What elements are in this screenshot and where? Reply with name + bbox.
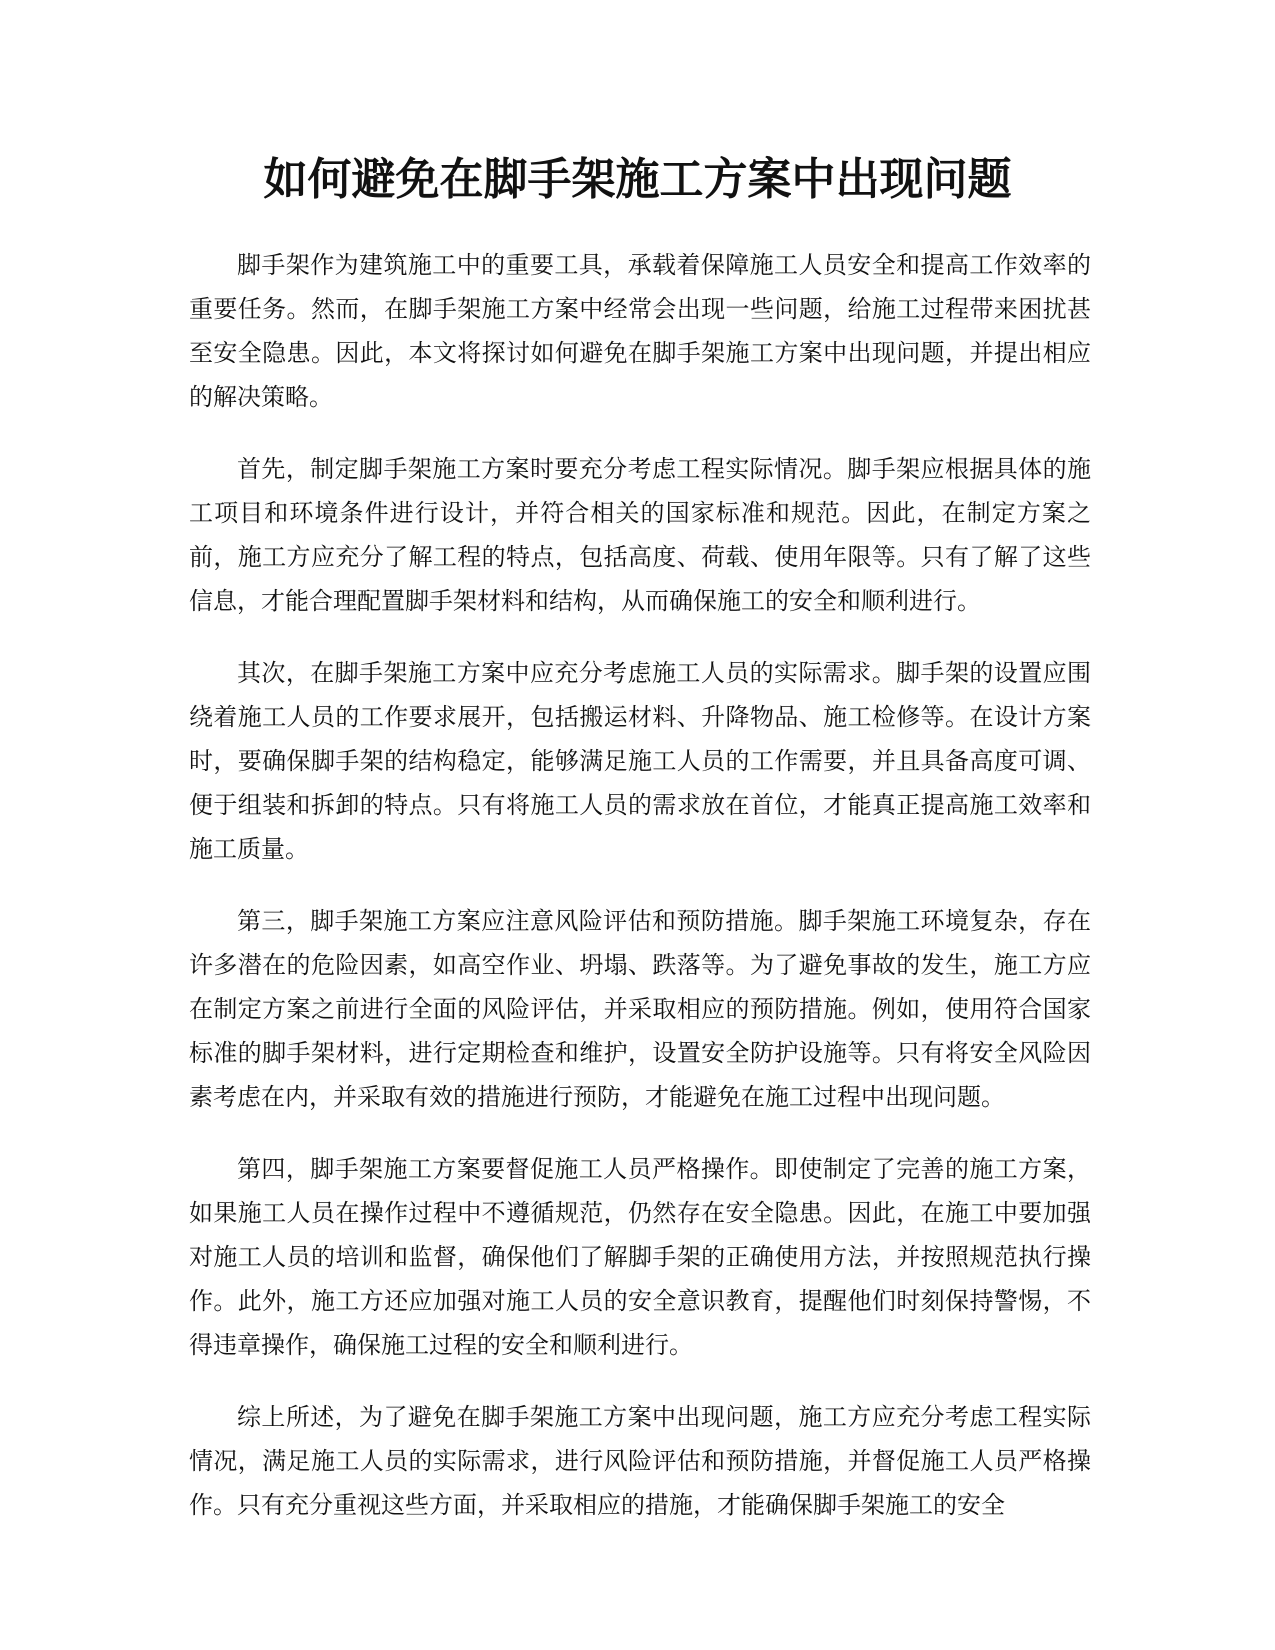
paragraph-intro: 脚手架作为建筑施工中的重要工具，承载着保障施工人员安全和提高工作效率的重要任务。然而，在脚手架施工方案中经常会出现一些问题，给施工过程带来困扰甚至安全隐患。因此，本文将探讨如何避免在脚手架施工方案中出现问题，并提出相应的解决策略。 <box>189 251 1091 411</box>
paragraph-conclusion: 综上所述，为了避免在脚手架施工方案中出现问题，施工方应充分考虑工程实际情况，满足施工人员的实际需求，进行风险评估和预防措施，并督促施工人员严格操作。只有充分重视这些方面，并采取相应的措施，才能确保脚手架施工的安全 <box>189 1403 1091 1519</box>
document-title: 如何避免在脚手架施工方案中出现问题 <box>263 154 1012 205</box>
paragraph-fourth: 第四，脚手架施工方案要督促施工人员严格操作。即使制定了完善的施工方案，如果施工人员在操作过程中不遵循规范，仍然存在安全隐患。因此，在施工中要加强对施工人员的培训和监督，确保他们了解脚手架的正确使用方法，并按照规范执行操作。此外，施工方还应加强对施工人员的安全意识教育，提醒他们时刻保持警惕，不得违章操作，确保施工过程的安全和顺利进行。 <box>189 1155 1091 1359</box>
document-body <box>189 243 1091 1555</box>
paragraph-first: 首先，制定脚手架施工方案时要充分考虑工程实际情况。脚手架应根据具体的施工项目和环境条件进行设计，并符合相关的国家标准和规范。因此，在制定方案之前，施工方应充分了解工程的特点，包括高度、荷载、使用年限等。只有了解了这些信息，才能合理配置脚手架材料和结构，从而确保施工的安全和顺利进行。 <box>189 455 1091 615</box>
paragraph-second: 其次，在脚手架施工方案中应充分考虑施工人员的实际需求。脚手架的设置应围绕着施工人员的工作要求展开，包括搬运材料、升降物品、施工检修等。在设计方案时，要确保脚手架的结构稳定，能够满足施工人员的工作需要，并且具备高度可调、便于组装和拆卸的特点。只有将施工人员的需求放在首位，才能真正提高施工效率和施工质量。 <box>189 659 1091 863</box>
paragraph-third: 第三，脚手架施工方案应注意风险评估和预防措施。脚手架施工环境复杂，存在许多潜在的危险因素，如高空作业、坍塌、跌落等。为了避免事故的发生，施工方应在制定方案之前进行全面的风险评估，并采取相应的预防措施。例如，使用符合国家标准的脚手架材料，进行定期检查和维护，设置安全防护设施等。只有将安全风险因素考虑在内，并采取有效的措施进行预防，才能避免在施工过程中出现问题。 <box>189 907 1091 1111</box>
